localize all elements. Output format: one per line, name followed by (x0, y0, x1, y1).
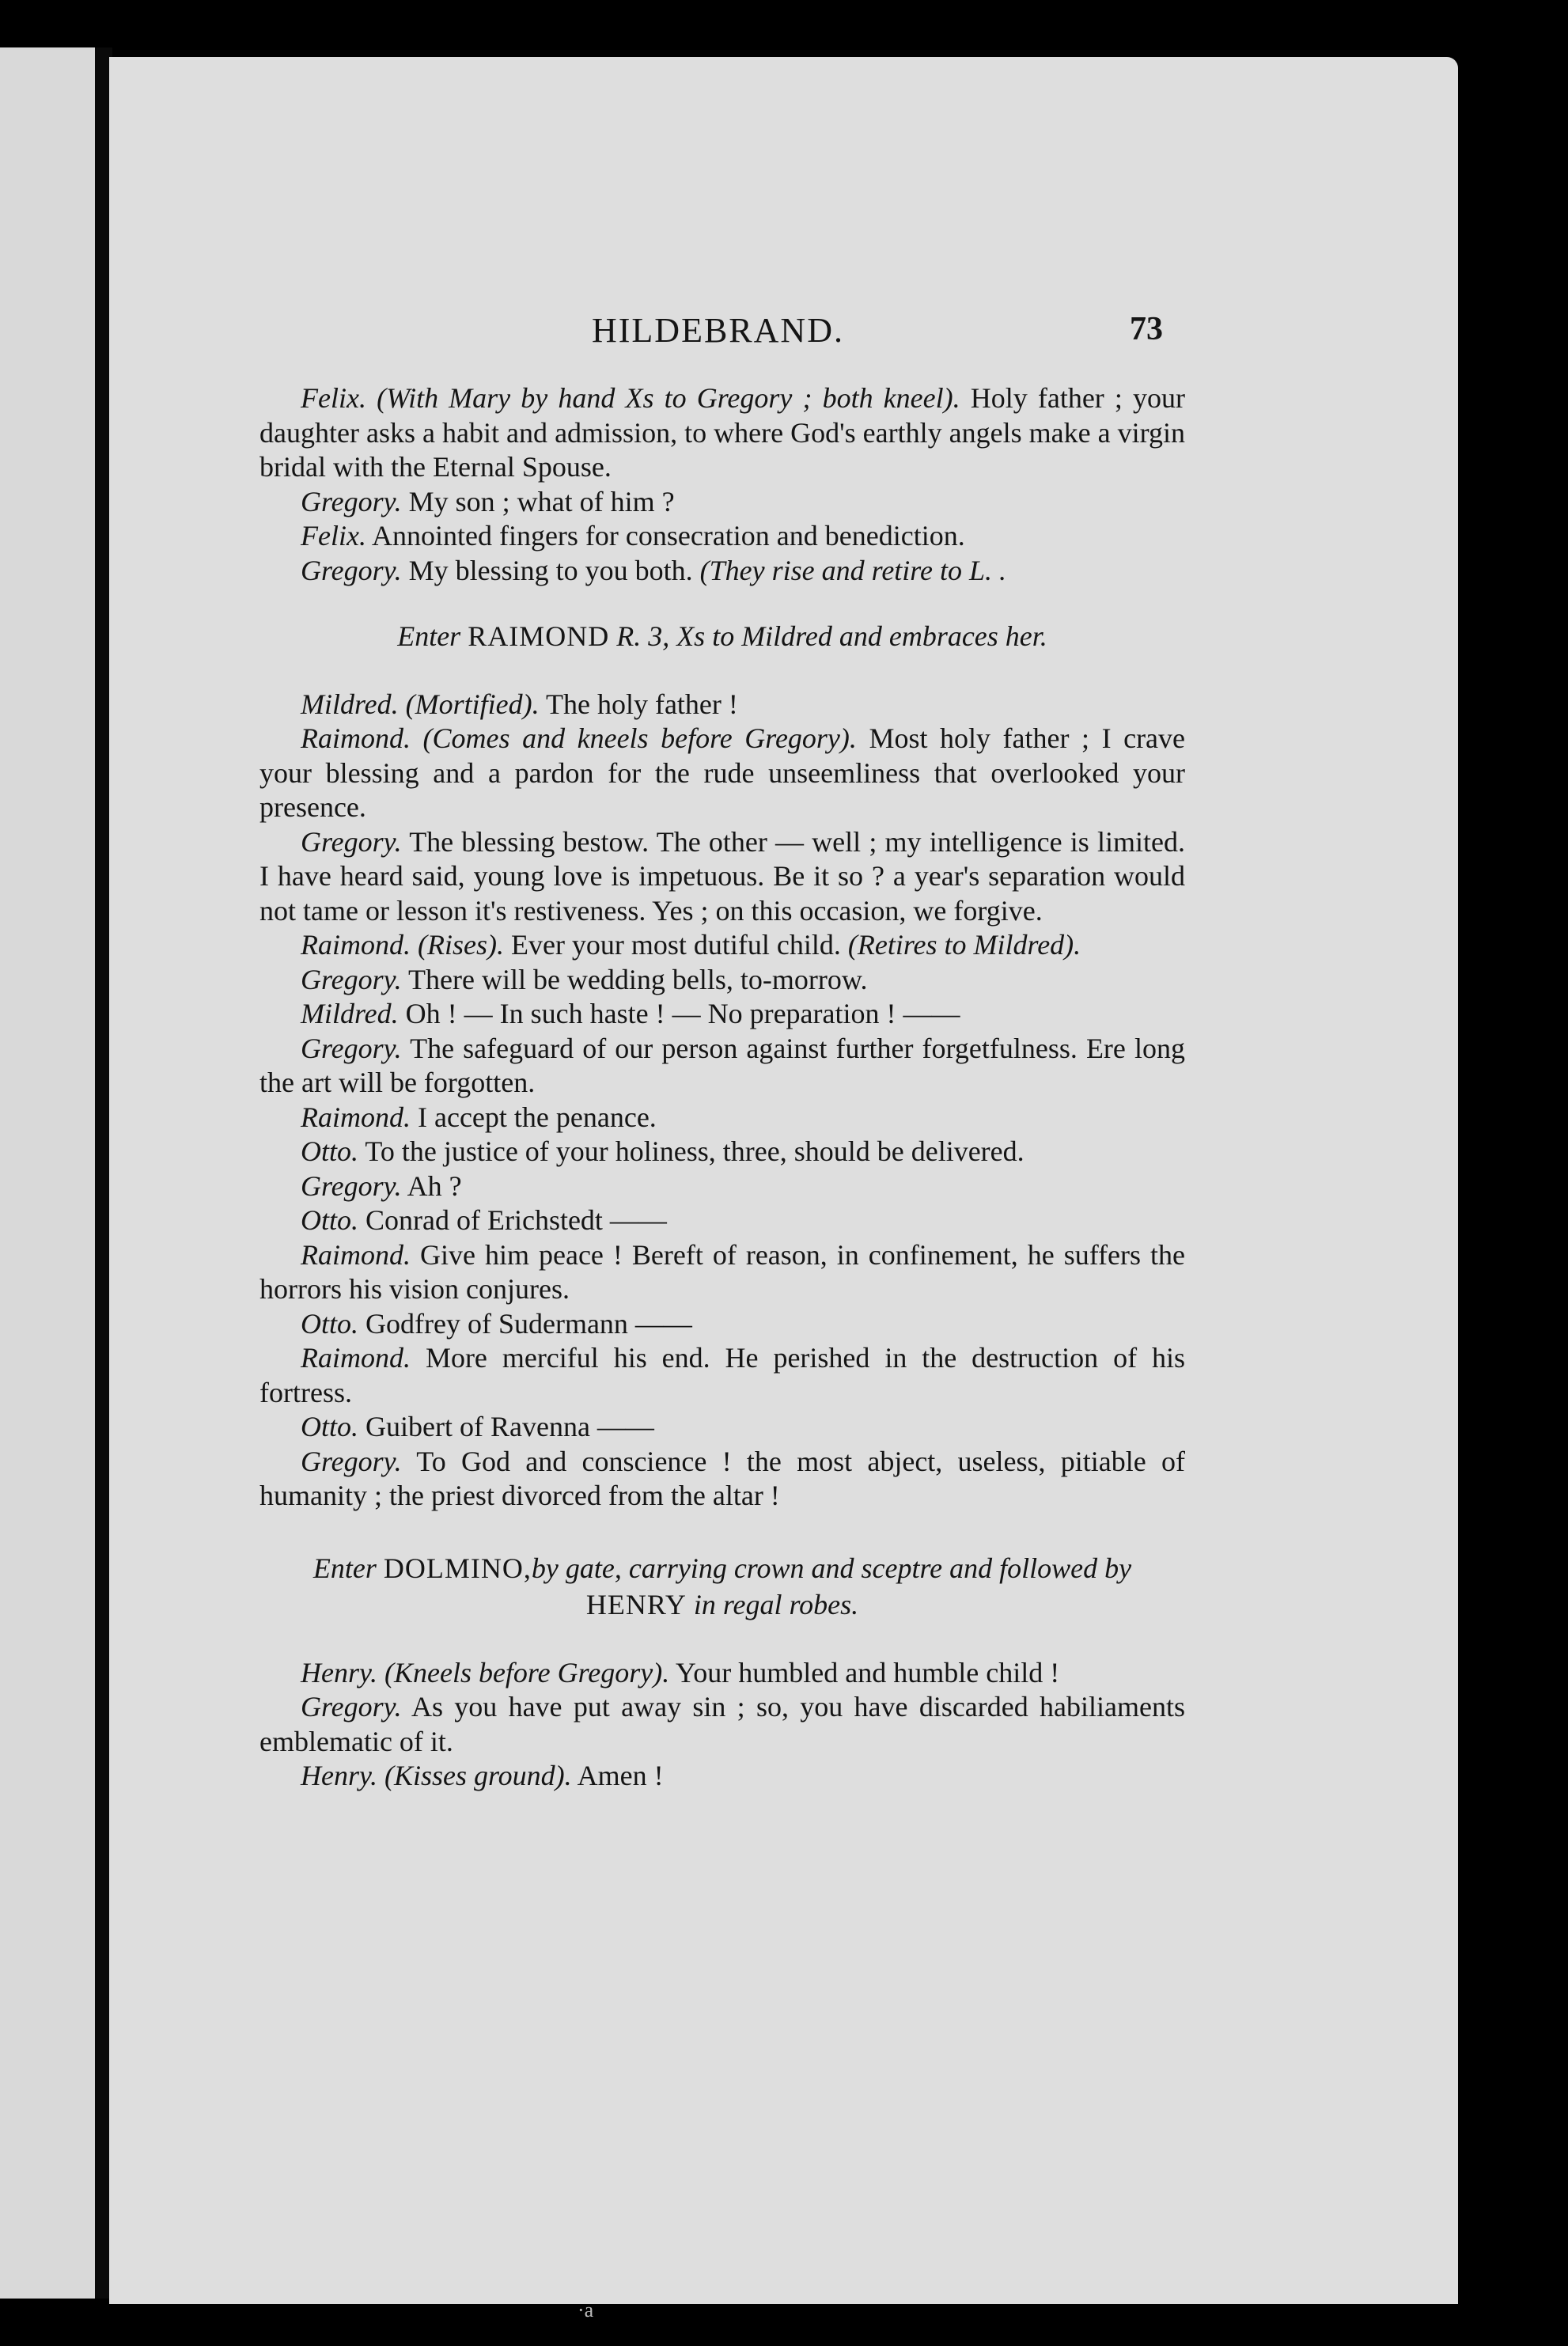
speech-gregory-3 (259, 825, 1185, 929)
speech-text: More merciful his end. He perished in the destruction of his fortress. (259, 1342, 1185, 1408)
stage-direction: (Mortified). (405, 688, 540, 720)
speech-text: Holy father ; your daughter asks a habit and admission, to where God's earthly angels make a virgin bridal with the Eternal Spouse. (259, 382, 1186, 483)
speaker: Raimond. (301, 722, 411, 754)
stage-entry-raimond (259, 620, 1185, 654)
stage-direction: by gate, carrying crown and sceptre and followed by (531, 1552, 1132, 1584)
character-name: HENRY (585, 1588, 687, 1620)
speech-text: Amen ! (577, 1760, 664, 1791)
running-title: HILDEBRAND. (592, 311, 844, 350)
speech-gregory-4 (259, 963, 1185, 998)
speaker: Raimond. (301, 1342, 411, 1374)
speaker: Mildred. (301, 998, 399, 1029)
character-name: DOLMINO, (383, 1552, 532, 1584)
speech-raimond-2 (259, 928, 1185, 963)
speech-text: The blessing bestow. The other — well ; my intelligence is limited. I have heard said, young love is impetuous. Be it so ? a year's separation would not tame or lesson it's restiveness. Yes ; on this occasion, we forgive. (259, 825, 1185, 927)
speaker: Gregory. (301, 1691, 402, 1723)
speech-text: Conrad of Erichstedt —— (365, 1204, 667, 1236)
speaker: Raimond. (301, 929, 411, 961)
speech-gregory-2 (259, 554, 1185, 589)
speaker: Otto. (301, 1307, 359, 1340)
speaker: Gregory. (301, 1169, 402, 1202)
speaker: Gregory. (301, 1445, 402, 1477)
speech-gregory-7 (259, 1445, 1185, 1514)
speech-raimond-4 (259, 1238, 1185, 1307)
speech-henry-1 (259, 1656, 1185, 1691)
character-name: RAIMOND (468, 620, 610, 652)
speech-text: Ever your most dutiful child. (510, 929, 841, 961)
speech-gregory-1 (259, 485, 1185, 520)
speaker: Henry. (301, 1656, 377, 1688)
footer-mark: ·a (578, 2299, 594, 2321)
page-number: 73 (1130, 311, 1163, 347)
speech-otto-4 (259, 1410, 1185, 1445)
book-page (109, 57, 1458, 2304)
speaker: Gregory. (301, 825, 402, 858)
speech-gregory-8 (259, 1690, 1185, 1759)
speaker: Gregory. (301, 554, 402, 586)
speaker: Gregory. (301, 485, 402, 517)
speaker: Henry. (301, 1760, 377, 1791)
speech-text: To the justice of your holiness, three, should be delivered. (365, 1135, 1025, 1167)
speech-text: Most holy father ; I crave your blessing and a pardon for the rude unseemliness that overlooked your presence. (259, 722, 1186, 823)
speech-text: Godfrey of Sudermann —— (365, 1307, 692, 1340)
stage-direction: R. 3, Xs to Mildred and embraces her. (616, 620, 1047, 652)
stage-entry-dolmino (259, 1550, 1185, 1623)
speech-otto-1 (259, 1135, 1185, 1169)
speech-text: Guibert of Ravenna —— (365, 1411, 654, 1442)
speech-raimond-5 (259, 1341, 1185, 1410)
speaker: Otto. (301, 1204, 359, 1236)
speaker: Gregory. (301, 963, 402, 995)
speech-raimond-3 (259, 1101, 1185, 1135)
speaker: Felix. (301, 520, 366, 551)
speech-text: Give him peace ! Bereft of reason, in confinement, he suffers the horrors his vision conjures. (259, 1238, 1186, 1305)
stage-direction: in regal robes. (693, 1588, 859, 1620)
speech-text: As you have put away sin ; so, you have discarded habiliaments emblematic of it. (259, 1691, 1185, 1757)
speech-mildred-2 (259, 997, 1185, 1032)
speaker: Otto. (301, 1411, 359, 1442)
speech-otto-3 (259, 1307, 1185, 1342)
speech-text: To God and conscience ! the most abject, useless, pitiable of humanity ; the priest divorced from the altar ! (259, 1445, 1185, 1511)
speaker: Raimond. (301, 1238, 411, 1271)
stage-direction: (Kisses ground). (384, 1760, 572, 1791)
stage-direction: (Kneels before Gregory). (384, 1656, 670, 1688)
speech-otto-2 (259, 1203, 1185, 1238)
running-head (109, 310, 1458, 358)
enter-label: Enter (397, 620, 461, 652)
speech-text: The safeguard of our person against further forgetfulness. Ere long the art will be forgotten. (259, 1032, 1185, 1098)
stage-direction: (With Mary by hand Xs to Gregory ; both kneel). (377, 382, 960, 414)
speech-text: There will be wedding bells, to-morrow. (408, 963, 868, 995)
stage-direction: (Comes and kneels before Gregory). (422, 722, 857, 754)
play-text (259, 381, 1185, 1794)
speech-gregory-5 (259, 1032, 1185, 1101)
speech-text: Oh ! — In such haste ! — No preparation ! —— (405, 998, 960, 1029)
speech-text: The holy father ! (545, 688, 738, 720)
speech-text: Your humbled and humble child ! (675, 1656, 1060, 1688)
speech-text: Annointed fingers for consecration and benediction. (371, 520, 965, 551)
speech-raimond-1 (259, 722, 1185, 825)
speech-mildred-1 (259, 688, 1185, 722)
speech-text: I accept the penance. (418, 1101, 657, 1133)
speech-text: My son ; what of him ? (408, 485, 675, 517)
speech-felix-2 (259, 519, 1185, 554)
stage-direction: (Rises). (418, 929, 504, 961)
speech-felix-1 (259, 381, 1185, 485)
facing-page-margin (0, 47, 103, 2299)
speech-gregory-6 (259, 1169, 1185, 1204)
speech-text: Ah ? (407, 1169, 462, 1202)
speaker: Felix. (301, 382, 366, 414)
enter-label: Enter (312, 1552, 377, 1584)
stage-direction: (Retires to Mildred). (847, 929, 1081, 961)
speaker: Gregory. (301, 1032, 402, 1064)
speech-henry-2 (259, 1759, 1185, 1794)
speaker: Otto. (301, 1135, 359, 1167)
stage-direction: (They rise and retire to L. . (699, 554, 1006, 586)
speaker: Raimond. (301, 1101, 411, 1133)
speech-text: My blessing to you both. (408, 554, 693, 586)
speaker: Mildred. (301, 688, 399, 720)
